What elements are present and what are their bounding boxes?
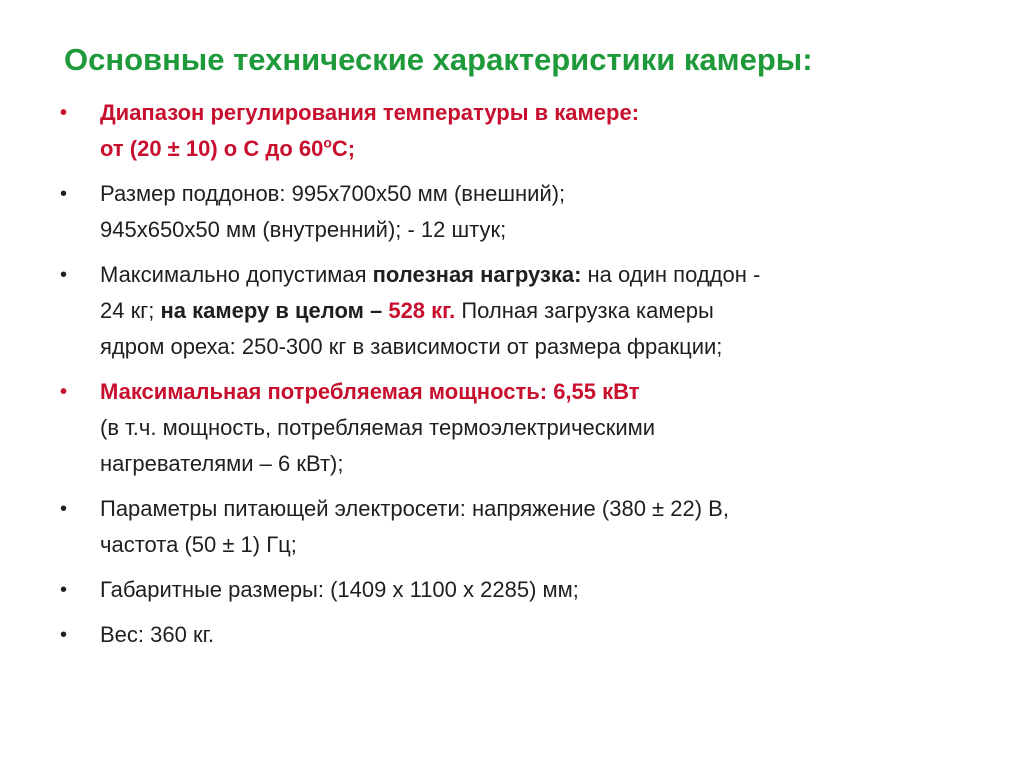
slide-title: Основные технические характеристики камеры: — [64, 42, 813, 77]
bullet-marker: • — [60, 381, 68, 403]
trays-line-1: Размер поддонов: 995х700х50 мм (внешний); — [100, 181, 566, 206]
list-item-load: • Максимально допустимая полезная нагрузка: на один поддон - 24 кг; на камеру в целом – 528 кг. Полная загрузка камеры ядром ореха: 250-300 кг в зависимости от размера фракции; — [60, 257, 980, 365]
bullet-marker: • — [60, 624, 68, 646]
list-item-power — [60, 374, 980, 410]
list-item-mains: • Параметры питающей электросети: напряжение (380 ± 22) В, частота (50 ± 1) Гц; — [60, 491, 980, 563]
temperature-label: Диапазон регулирования температуры в камере: — [100, 100, 640, 125]
list-item-weight: • Вес: 360 кг. — [60, 617, 980, 653]
bullet-marker: • — [60, 498, 68, 520]
list-item-dimensions: • Габаритные размеры: (1409 х 1100 х 2285) мм; — [60, 572, 980, 608]
list-item-trays — [60, 176, 980, 212]
temperature-range: от (20 ± 10) о С до $60^оС$; — [100, 134, 356, 161]
spec-list — [60, 95, 980, 653]
bullet-marker: • — [60, 102, 68, 124]
bullet-marker: • — [60, 579, 68, 601]
trays-line-2: 945х650х50 мм (внутренний); - 12 штук; — [100, 217, 507, 242]
power-note: (в т.ч. мощность, потребляемая термоэлектрическими нагревателями – 6 кВт); — [100, 415, 656, 476]
bullet-marker: • — [60, 183, 68, 205]
bullet-marker: • — [60, 264, 68, 286]
list-item-temperature — [60, 95, 980, 131]
power-label: Максимальная потребляемая мощность: 6,55 кВт — [100, 379, 640, 404]
